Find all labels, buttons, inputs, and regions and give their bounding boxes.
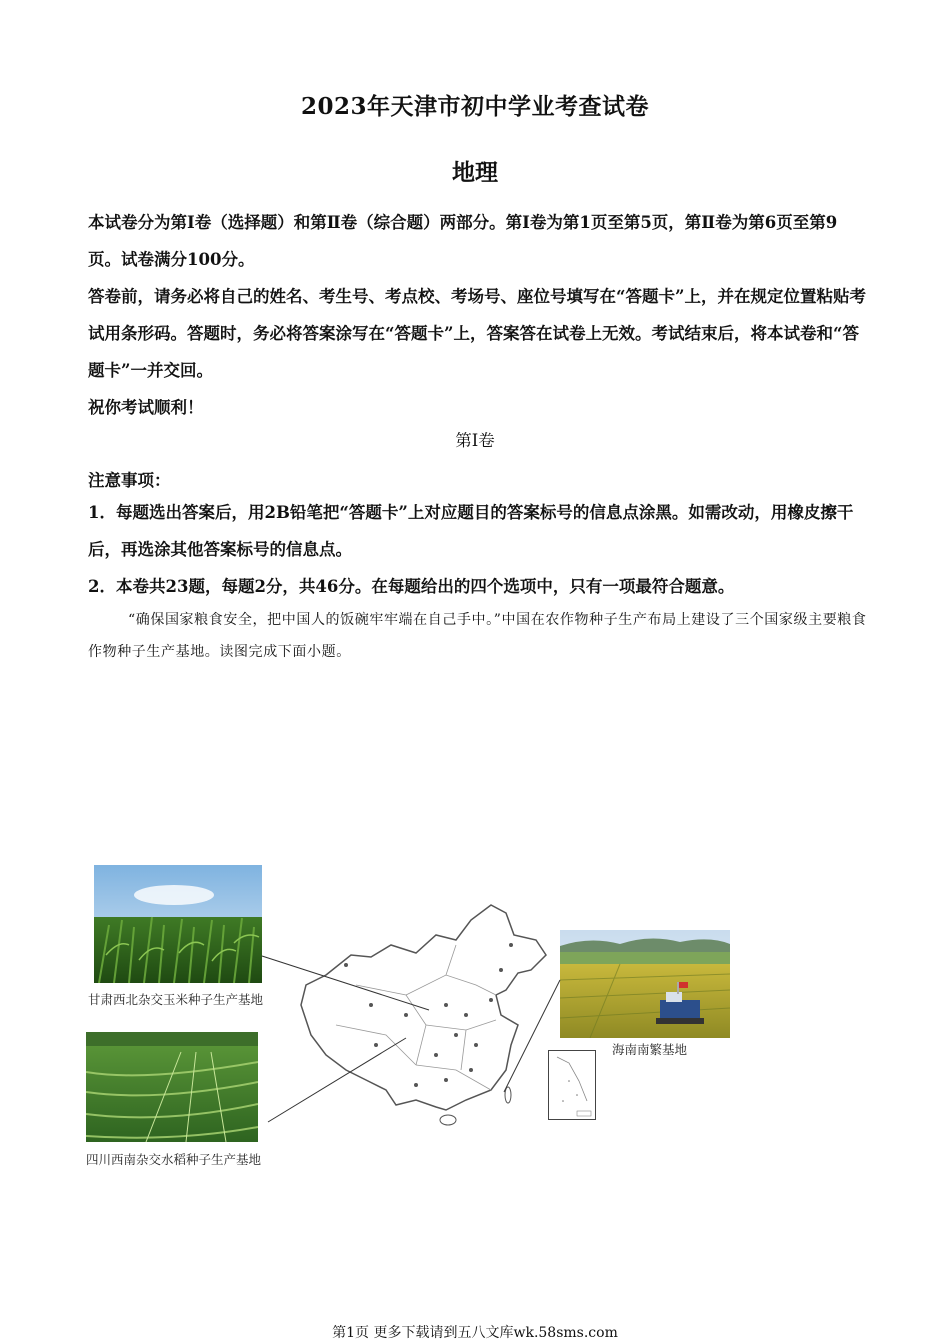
notes-heading: 注意事项： <box>88 471 171 490</box>
instruction-paragraph-1: 本试卷分为第Ⅰ卷（选择题）和第Ⅱ卷（综合题）两部分。第Ⅰ卷为第1页至第5页，第Ⅱ卷为第6页至第9页。试卷满分100分。 <box>88 213 838 269</box>
caption-hainan: 海南南繁基地 <box>612 1042 688 1057</box>
exam-title: 2023年天津市初中学业考查试卷 <box>300 93 649 120</box>
seed-base-figure <box>84 860 734 1170</box>
section-title: 第Ⅰ卷 <box>455 431 495 450</box>
note-2: 2．本卷共23题，每题2分，共46分。在每题给出的四个选项中，只有一项最符合题意。 <box>88 577 735 596</box>
caption-gansu: 甘肃西北杂交玉米种子生产基地 <box>88 992 264 1007</box>
page-footer: 第1页 更多下载请到五八文库wk.58sms.com <box>332 1325 618 1341</box>
subject-title: 地理 <box>452 159 498 186</box>
instruction-paragraph-3: 祝你考试顺利！ <box>88 398 204 417</box>
question-intro: “确保国家粮食安全，把中国人的饭碗牢牢端在自己手中。”中国在农作物种子生产布局上建设了三个国家级主要粮食作物种子生产基地。读图完成下面小题。 <box>88 612 867 660</box>
caption-sichuan: 四川西南杂交水稻种子生产基地 <box>86 1152 262 1167</box>
leader-lines <box>84 860 734 1170</box>
note-1: 1．每题选出答案后，用2B铅笔把“答题卡”上对应题目的答案标号的信息点涂黑。如需改动，用橡皮擦干后，再选涂其他答案标号的信息点。 <box>88 503 854 559</box>
instruction-paragraph-2: 答卷前，请务必将自己的姓名、考生号、考点校、考场号、座位号填写在“答题卡”上，并在规定位置粘贴考试用条形码。答题时，务必将答案涂写在“答题卡”上，答案答在试卷上无效。考试结束后，将本试卷和“答题卡”一并交回。 <box>88 287 866 380</box>
